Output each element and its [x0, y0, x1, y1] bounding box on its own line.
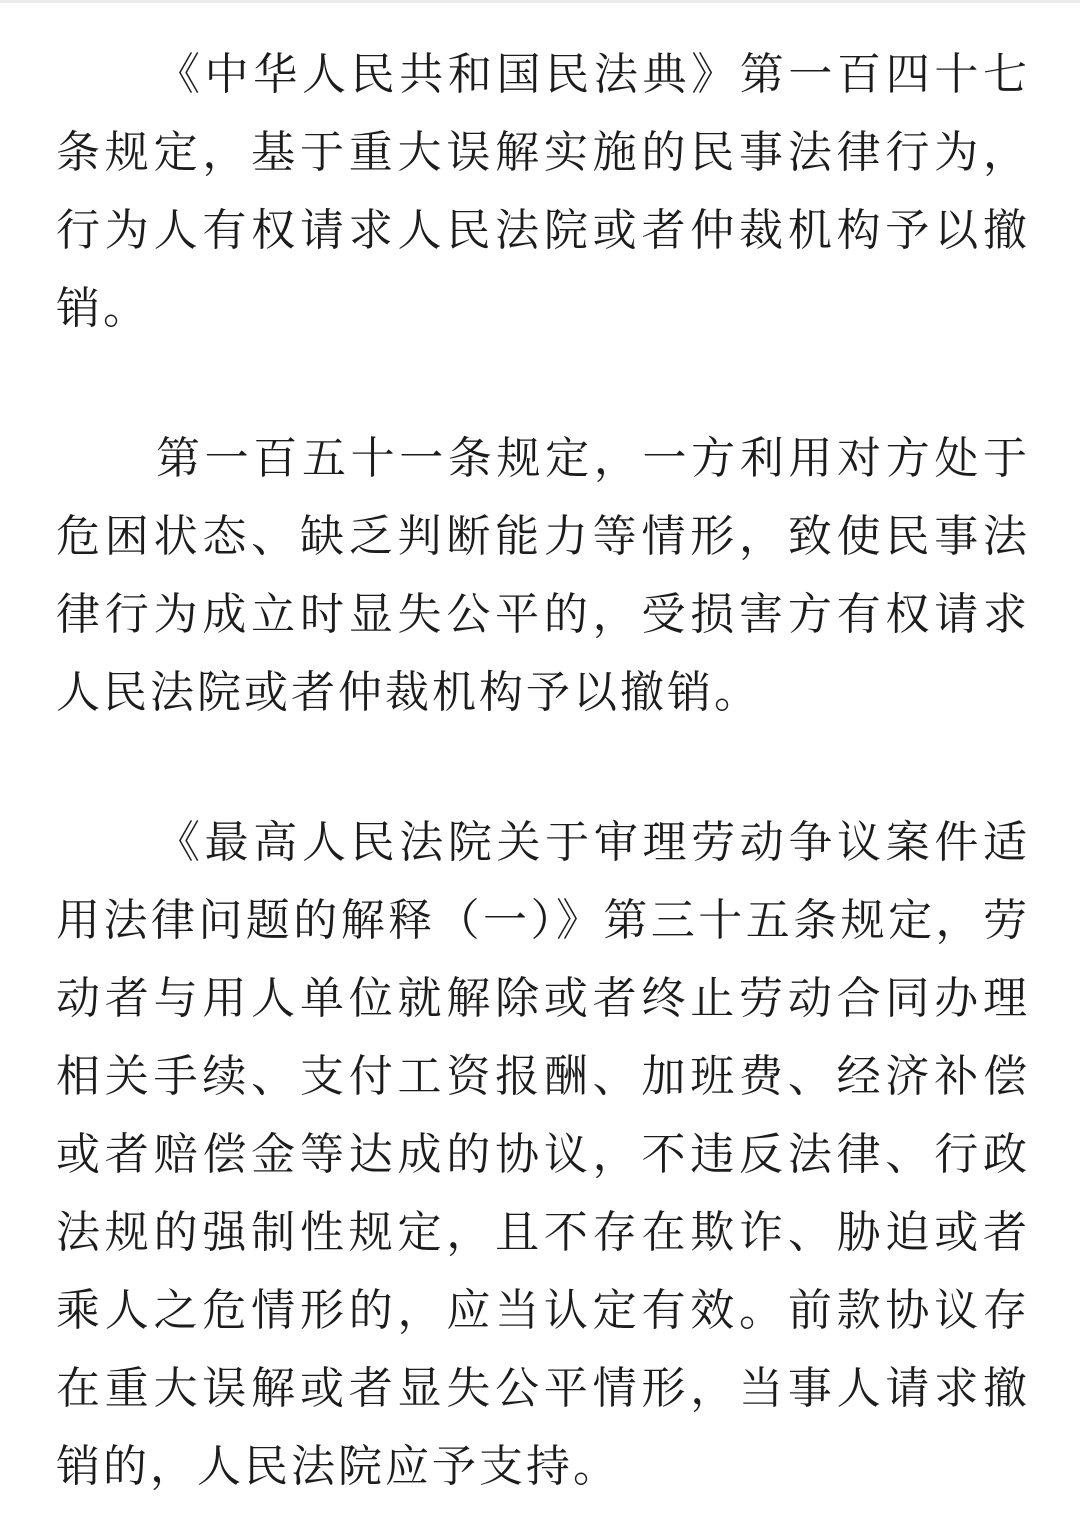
- paragraph-labor-dispute-interpretation-article-35: 《最高人民法院关于审理劳动争议案件适用法律问题的解释（一）》第三十五条规定，劳动者与用人单位就解除或者终止劳动合同办理相关手续、支付工资报酬、加班费、经济补偿或者赔偿金等达成的协议，不违反法律、行政法规的强制性规定，且不存在欺诈、胁迫或者乘人之危情形的，应当认定有效。前款协议存在重大误解或者显失公平情形，当事人请求撤销的，人民法院应予支持。: [56, 817, 1030, 1492]
- paragraph-civil-code-article-147: 《中华人民共和国民法典》第一百四十七条规定，基于重大误解实施的民事法律行为，行为人有权请求人民法院或者仲裁机构予以撤销。: [56, 49, 1030, 334]
- paragraph-civil-code-article-151: 第一百五十一条规定，一方利用对方处于危困状态、缺乏判断能力等情形，致使民事法律行为成立时显失公平的，受损害方有权请求人民法院或者仲裁机构予以撤销。: [56, 433, 1030, 718]
